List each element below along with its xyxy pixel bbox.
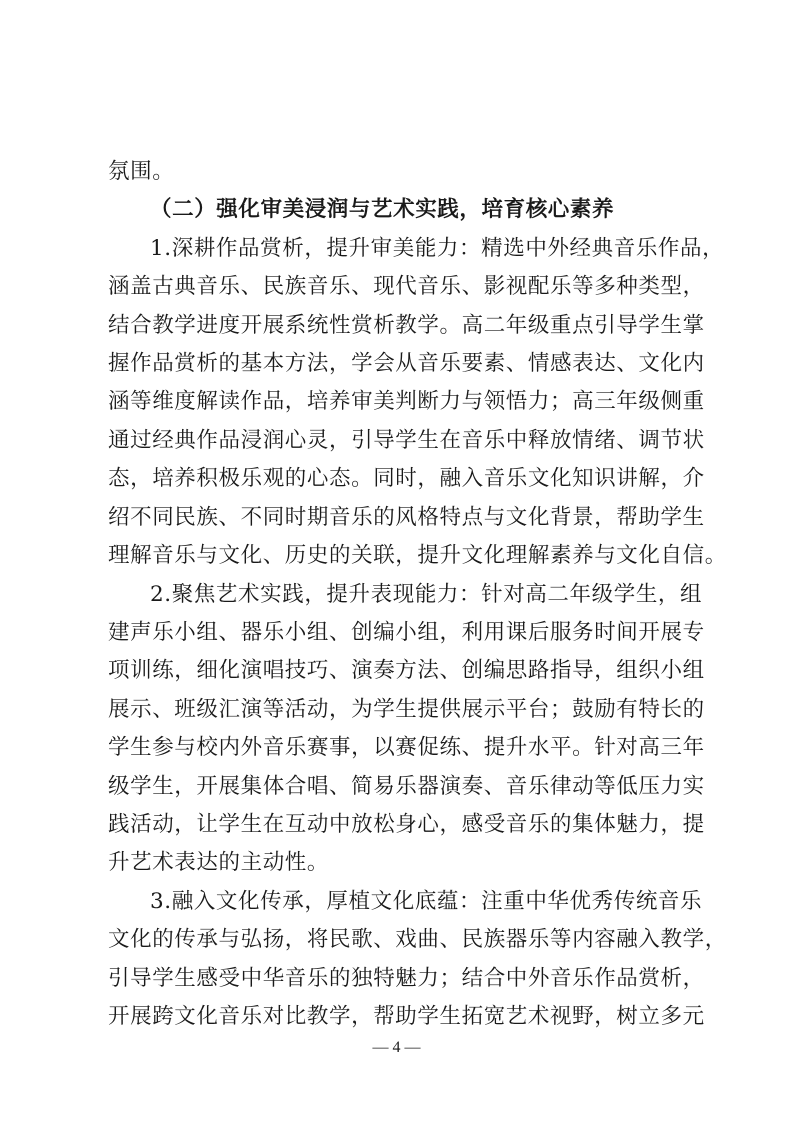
paragraph-1-line: 1.深耕作品赏析，提升审美能力：精选中外经典音乐作品， bbox=[150, 235, 725, 261]
paragraph-2-line: 项训练，细化演唱技巧、演奏方法、创编思路指导，组织小组 bbox=[108, 658, 705, 684]
paragraph-1-line: 涵盖古典音乐、民族音乐、现代音乐、影视配乐等多种类型， bbox=[108, 274, 705, 300]
paragraph-2-line: 级学生，开展集体合唱、简易乐器演奏、音乐律动等低压力实 bbox=[108, 773, 705, 799]
paragraph-3-line: 开展跨文化音乐对比教学，帮助学生拓宽艺术视野，树立多元 bbox=[108, 1004, 705, 1029]
paragraph-2-line: 学生参与校内外音乐赛事，以赛促练、提升水平。针对高三年 bbox=[108, 735, 705, 761]
paragraph-1-line: 握作品赏析的基本方法，学会从音乐要素、情感表达、文化内 bbox=[108, 351, 705, 377]
paragraph-1-line: 态，培养积极乐观的心态。同时，融入音乐文化知识讲解，介 bbox=[108, 466, 705, 492]
paragraph-2-line: 展示、班级汇演等活动，为学生提供展示平台；鼓励有特长的 bbox=[108, 696, 705, 722]
paragraph-1-line: 涵等维度解读作品，培养审美判断力与领悟力；高三年级侧重 bbox=[108, 389, 705, 415]
paragraph-1-line: 绍不同民族、不同时期音乐的风格特点与文化背景，帮助学生 bbox=[108, 504, 705, 530]
paragraph-3-line: 引导学生感受中华音乐的独特魅力；结合中外音乐作品赏析， bbox=[108, 965, 705, 991]
text-line-continuation: 氛围。 bbox=[108, 159, 175, 184]
paragraph-1-line: 通过经典作品浸润心灵，引导学生在音乐中释放情绪、调节状 bbox=[108, 427, 705, 453]
paragraph-2-line: 建声乐小组、器乐小组、创编小组，利用课后服务时间开展专 bbox=[108, 619, 705, 645]
paragraph-1-line: 结合教学进度开展系统性赏析教学。高二年级重点引导学生掌 bbox=[108, 312, 705, 338]
paragraph-3-line: 文化的传承与弘扬，将民歌、戏曲、民族器乐等内容融入教学， bbox=[108, 927, 727, 953]
paragraph-2-line: 践活动，让学生在互动中放松身心，感受音乐的集体魅力，提 bbox=[108, 811, 705, 837]
page-number: — 4 — bbox=[372, 1039, 421, 1056]
paragraph-2-line: 升艺术表达的主动性。 bbox=[108, 850, 330, 876]
paragraph-1-line: 理解音乐与文化、历史的关联，提升文化理解素养与文化自信。 bbox=[108, 543, 727, 569]
paragraph-2-line: 2.聚焦艺术实践，提升表现能力：针对高二年级学生，组 bbox=[150, 581, 703, 607]
section-heading: （二）强化审美浸润与艺术实践，培育核心素养 bbox=[150, 197, 615, 223]
paragraph-3-line: 3.融入文化传承，厚植文化底蕴：注重中华优秀传统音乐 bbox=[150, 888, 703, 914]
